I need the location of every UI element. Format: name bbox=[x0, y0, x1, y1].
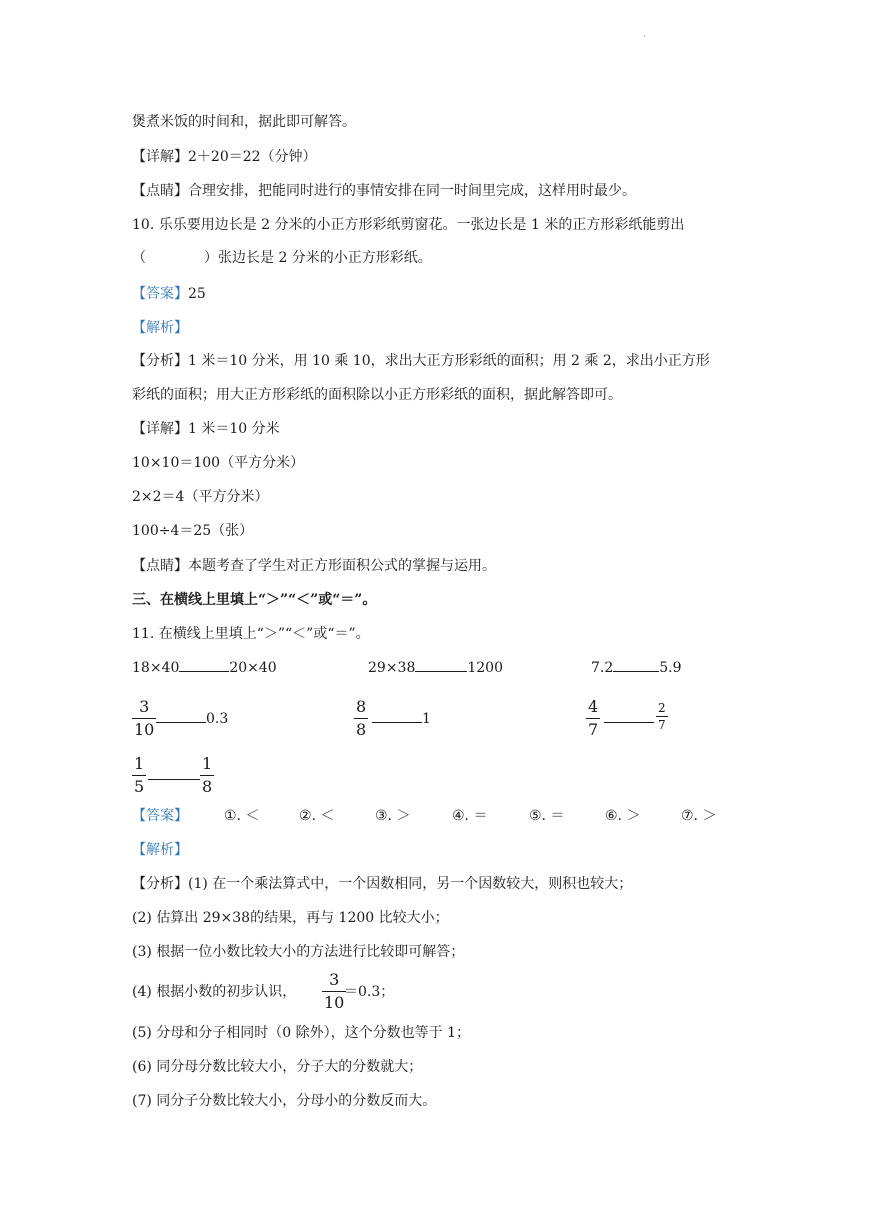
question-10-line-2 bbox=[132, 248, 432, 268]
detail-line bbox=[132, 419, 280, 439]
comment-line bbox=[132, 556, 496, 576]
calc-line-3: 100÷4＝25（张） bbox=[132, 523, 254, 539]
fraction: 3 10 bbox=[134, 697, 155, 739]
question-10-tail: ）张边长是 2 分米的小正方形彩纸。 bbox=[204, 250, 432, 266]
analysis-text: (1) 在一个乘法算式中，一个因数相同，另一个因数较大，则积也较大； bbox=[188, 876, 633, 892]
comparison-left: 18×40 bbox=[132, 660, 180, 676]
analysis-point-5: (5) 分母和分子相同时（0 除外），这个分数也等于 1； bbox=[132, 1025, 470, 1041]
answer-3: ③. ＞ bbox=[375, 808, 411, 824]
fraction: 1 5 bbox=[134, 754, 145, 796]
answer-blank[interactable] bbox=[179, 659, 229, 672]
analysis-point-3: (3) 根据一位小数比较大小的方法进行比较即可解答； bbox=[132, 944, 465, 960]
answer-blank[interactable] bbox=[415, 659, 467, 672]
fraction: 8 8 bbox=[356, 697, 367, 739]
answer-6: ⑥. ＞ bbox=[605, 808, 641, 824]
comparison-right: 1 bbox=[422, 711, 431, 727]
answer-tag: 【答案】 bbox=[132, 808, 188, 824]
comparison-right: 20×40 bbox=[229, 660, 277, 676]
analysis-heading: 【解析】 bbox=[132, 320, 188, 336]
answer-paren-open: （ bbox=[132, 250, 146, 266]
page-mark: · bbox=[643, 32, 646, 41]
analysis-line-2: 彩纸的面积；用大正方形彩纸的面积除以小正方形彩纸的面积，据此解答即可。 bbox=[132, 387, 622, 403]
fraction: 1 8 bbox=[202, 754, 213, 796]
comparison-right: 0.3 bbox=[206, 711, 229, 727]
answer-blank[interactable] bbox=[156, 710, 206, 723]
answer-blank[interactable] bbox=[372, 710, 422, 723]
detail-tag: 【详解】 bbox=[132, 149, 188, 165]
comparison-2 bbox=[368, 658, 503, 678]
answer-1: ①. ＜ bbox=[224, 808, 260, 824]
comparison-right: 1200 bbox=[467, 660, 503, 676]
section-heading: 三、在横线上里填上“＞”“＜”或“＝”。 bbox=[132, 592, 377, 608]
fraction: 3 10 bbox=[324, 970, 345, 1012]
fraction: 4 7 bbox=[588, 697, 599, 739]
analysis-point-7: (7) 同分子分数比较大小，分母小的分数反而大。 bbox=[132, 1093, 437, 1109]
detail-text: 1 米＝10 分米 bbox=[188, 421, 280, 437]
answer-blank[interactable] bbox=[613, 659, 659, 672]
calc-line-2: 2×2＝4（平方分米） bbox=[132, 489, 269, 505]
analysis-heading: 【解析】 bbox=[132, 842, 188, 858]
answer-blank[interactable] bbox=[148, 767, 200, 780]
analysis-point-4: (4) 根据小数的初步认识， bbox=[132, 984, 297, 1000]
analysis-line-1 bbox=[132, 351, 710, 371]
analysis-point-1 bbox=[132, 874, 632, 894]
question-11: 11. 在横线上里填上“＞”“＜”或“＝”。 bbox=[132, 626, 370, 642]
comparison-left: 29×38 bbox=[368, 660, 416, 676]
calc-line-1: 10×10＝100（平方分米） bbox=[132, 455, 305, 471]
comment-text: 合理安排，把能同时进行的事情安排在同一时间里完成，这样用时最少。 bbox=[188, 183, 636, 199]
comment-tag: 【点睛】 bbox=[132, 183, 188, 199]
answer-tag: 【答案】 bbox=[132, 286, 188, 302]
comment-text: 本题考查了学生对正方形面积公式的掌握与运用。 bbox=[188, 558, 496, 574]
detail-line bbox=[132, 147, 317, 167]
comparison-right: 5.9 bbox=[659, 660, 682, 676]
text-line: 煲煮米饭的时间和，据此即可解答。 bbox=[132, 114, 356, 130]
comparison-6 bbox=[604, 709, 654, 729]
comparison-7 bbox=[148, 766, 200, 786]
answer-2: ②. ＜ bbox=[299, 808, 335, 824]
comparison-left: 7.2 bbox=[591, 660, 614, 676]
comment-tag: 【点睛】 bbox=[132, 558, 188, 574]
analysis-text: 1 米＝10 分米，用 10 乘 10，求出大正方形彩纸的面积；用 2 乘 2，求出小正方形 bbox=[188, 353, 710, 369]
comparison-4 bbox=[156, 709, 228, 729]
analysis-point-6: (6) 同分母分数比较大小，分子大的分数就大； bbox=[132, 1059, 423, 1075]
comparison-5 bbox=[372, 709, 431, 729]
answer-4: ④. ＝ bbox=[452, 808, 488, 824]
fraction: 2 7 bbox=[658, 701, 666, 732]
analysis-point-4-tail: ＝0.3； bbox=[344, 984, 395, 1000]
comparison-1 bbox=[132, 658, 277, 678]
answer-5: ⑤. ＝ bbox=[529, 808, 565, 824]
detail-text: 2＋20＝22（分钟） bbox=[188, 149, 317, 165]
answer-line bbox=[132, 284, 206, 304]
answer-value: 25 bbox=[188, 286, 206, 302]
analysis-tag: 【分析】 bbox=[132, 876, 188, 892]
answer-7: ⑦. ＞ bbox=[681, 808, 717, 824]
comment-line bbox=[132, 181, 636, 201]
analysis-tag: 【分析】 bbox=[132, 353, 188, 369]
question-10-line-1: 10. 乐乐要用边长是 2 分米的小正方形彩纸剪窗花。一张边长是 1 米的正方形彩纸能剪出 bbox=[132, 217, 685, 233]
answer-blank[interactable] bbox=[604, 710, 654, 723]
comparison-3 bbox=[591, 658, 682, 678]
detail-tag: 【详解】 bbox=[132, 421, 188, 437]
analysis-point-2: (2) 估算出 29×38的结果，再与 1200 比较大小； bbox=[132, 910, 449, 926]
